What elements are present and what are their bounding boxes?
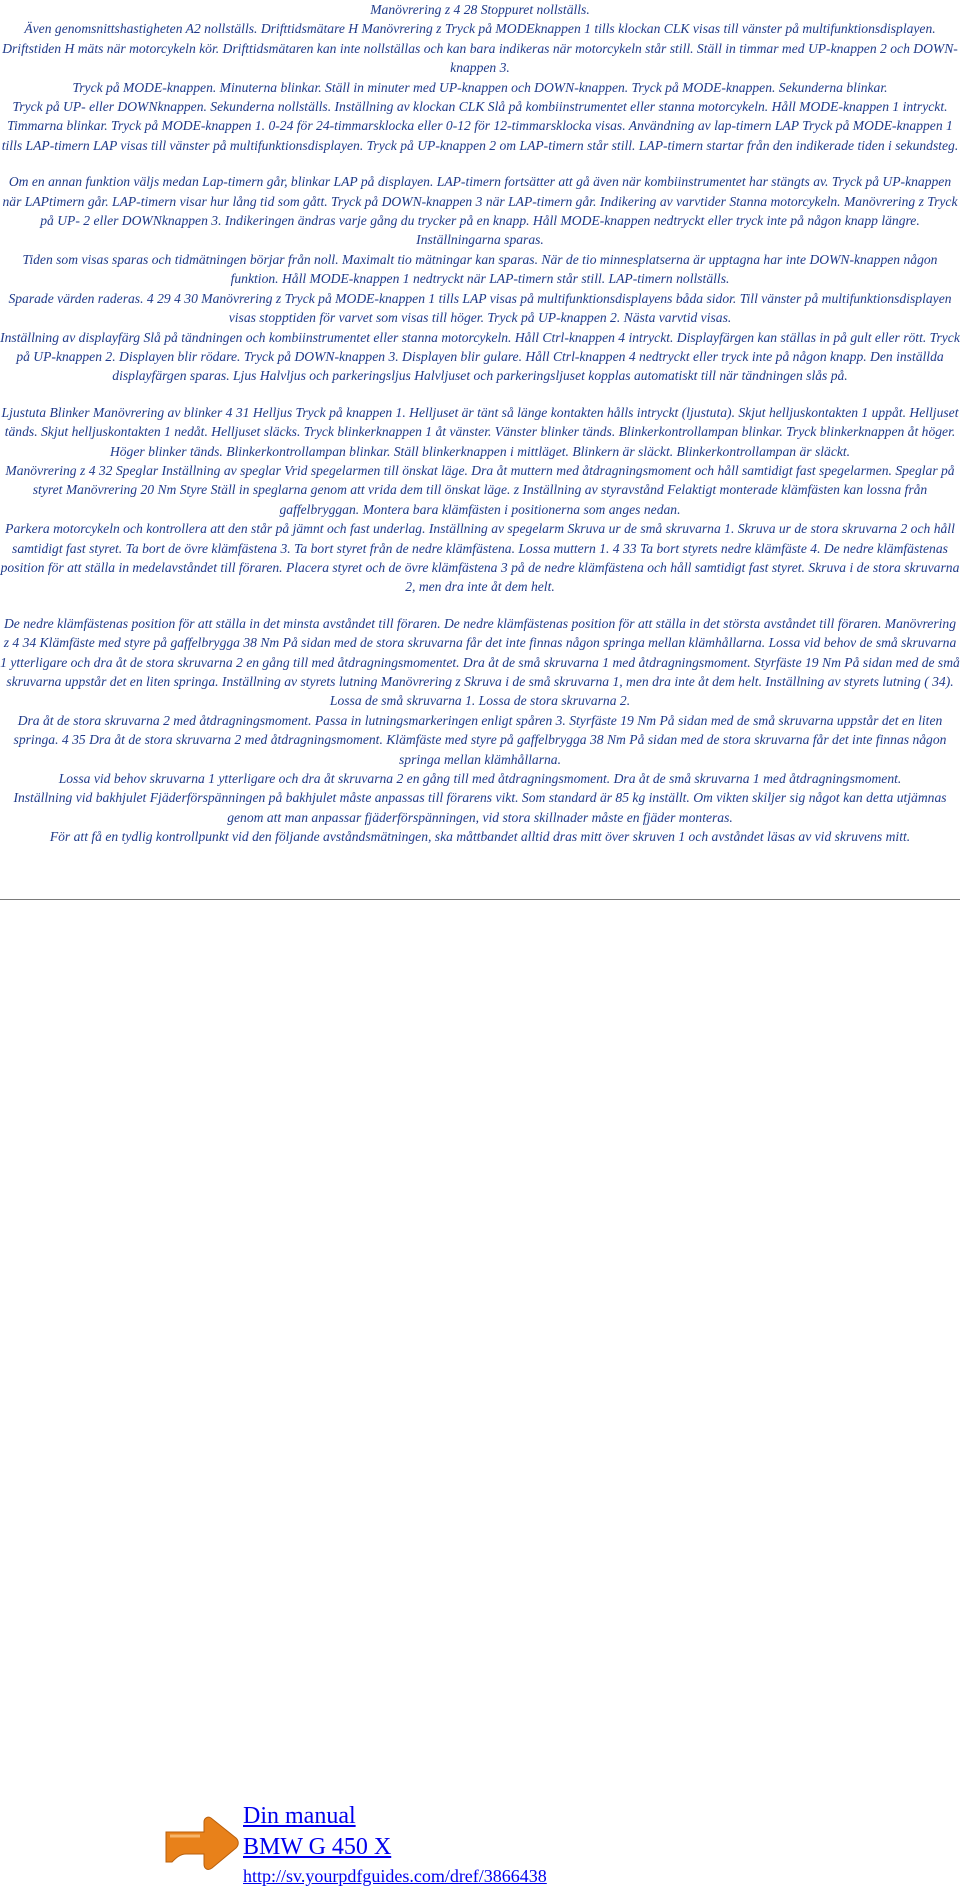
manual-url-link[interactable]: http://sv.yourpdfguides.com/dref/3866438 <box>243 1866 547 1886</box>
manual-model-link[interactable]: BMW G 450 X <box>243 1834 392 1860</box>
pointing-hand-icon <box>160 1812 240 1876</box>
paragraph: Dra åt de stora skruvarna 2 med åtdragningsmoment. Passa in lutningsmarkeringen enligt spåren 3. Styrfäste 19 Nm På sidan med de små skruvarna uppstår det en liten springa. 4 35 Dra åt de stora skruvarna 2 med åtdragningsmoment. Klämfäste med styre på gaffelbrygga 38 Nm På sidan med de stora skruvarna får det inte finnas någon springa mellan klämhållarna. <box>13 712 947 767</box>
paragraph: Tryck på MODE-knappen. Minuterna blinkar. Ställ in minuter med UP-knappen och DOWN-knappen. Tryck på MODE-knappen. Sekunderna blinkar. <box>72 79 888 95</box>
paragraph: Manövrering z 4 28 Stoppuret nollställs. <box>370 2 590 17</box>
paragraph-gap <box>0 155 960 172</box>
paragraph: Manövrering z 4 32 Speglar Inställning av speglar Vrid spegelarmen till önskat läge. Dra åt muttern med åtdragningsmoment och håll samtidigt fast spegelarmen. Speglar på styret Manövrering 20 Nm Styre Ställ in speglarna genom att vrida dem till önskat läge. z Inställning av styravstånd Felaktigt monterade klämfästen kan lossna från gaffelbryggan. Montera bara klämfästen i positionerna som anges nedan. <box>5 462 955 517</box>
document-body <box>0 0 960 905</box>
paragraph: De nedre klämfästenas position för att ställa in det minsta avståndet till föraren. De nedre klämfästenas position för att ställa in det största avståndet till föraren. Manövrering z 4 34 Klämfäste med styre på gaffelbrygga 38 Nm På sidan med de stora skruvarna får det inte finnas någon springa mellan klämhållarna. Lossa vid behov de små skruvarna 1 ytterligare och dra åt de stora skruvarna 2 en gång till med åtdragningsmomentet. Dra åt de små skruvarna 1 med åtdragningsmoment. Styrfäste 19 Nm På sidan med de små skruvarna uppstår det en liten springa. Inställning av styrets lutning Manövrering z Skruva i de små skruvarna 1, men dra inte åt dem helt. Inställning av styrets lutning ( 34). Lossa de små skruvarna 1. Lossa de stora skruvarna 2. <box>0 615 960 709</box>
paragraph: Sparade värden raderas. 4 29 4 30 Manövrering z Tryck på MODE-knappen 1 tills LAP visas på multifunktionsdisplayens båda sidor. Till vänster på multifunktionsdisplayen visas stopptiden för varvet som visas till höger. Tryck på UP-knappen 2. Nästa varvtid visas. <box>8 290 952 326</box>
paragraph: Höger blinker tänds. Blinkerkontrollampan blinkar. Ställ blinkerknappen i mittläget. Blinkern är släckt. Blinkerkontrollampan är släckt. <box>109 443 851 459</box>
paragraph: Tiden som visas sparas och tidmätningen börjar från noll. Maximalt tio mätningar kan sparas. När de tio minnesplatserna är upptagna har inte DOWN-knappen någon funktion. Håll MODE-knappen 1 nedtryckt när LAP-timern står still. LAP-timern nollställs. <box>22 251 938 287</box>
paragraph: Parkera motorcykeln och kontrollera att den står på jämnt och fast underlag. Inställning av spegelarm Skruva ur de små skruvarna 1. Skruva ur de stora skruvarna 2 och håll samtidigt fast styret. Ta bort de övre klämfästena 3. Ta bort styret från de nedre klämfästena. Lossa muttern 1. 4 33 Ta bort styrets nedre klämfäste 4. De nedre klämfästenas position för att ställa in medelavståndet till föraren. Placera styret och de övre klämfästena 3 på de nedre klämfästena och håll samtidigt fast styret. Skruva i de stora skruvarna 2, men dra inte åt dem helt. <box>0 521 960 595</box>
manual-title-link[interactable]: Din manual <box>243 1803 356 1829</box>
paragraph: Ljustuta Blinker Manövrering av blinker 4 31 Helljus Tryck på knappen 1. Helljuset är tänt så länge kontakten hålls intryckt (ljustuta). Skjut helljuskontakten 1 uppåt. Helljuset tänds. Skjut helljuskontakten 1 nedåt. Helljuset släcks. Tryck blinkerknappen 1 åt vänster. Vänster blinker tänds. Blinkerkontrollampan blinkar. Tryck blinkerknappen åt höger. <box>1 404 959 440</box>
paragraph: Tryck på UP- eller DOWNknappen. Sekunderna nollställs. Inställning av klockan CLK Slå på kombiinstrumentet eller stanna motorcykeln. Håll MODE-knappen 1 intryckt. Timmarna blinkar. Tryck på MODE-knappen 1. 0-24 för 24-timmarsklocka eller 0-12 för 12-timmarsklocka visas. Användning av lap-timern LAP Tryck på MODE-knappen 1 tills LAP-timern LAP visas till vänster på multifunktionsdisplayen. Tryck på UP-knappen 2 om LAP-timern står still. LAP-timern startar från den indikerade tiden i sekundsteg. <box>1 99 959 153</box>
paragraph: Även genomsnittshastigheten A2 nollställs. Drifttidsmätare H Manövrering z Tryck på MODEknappen 1 tills klockan CLK visas till vänster på multifunktionsdisplayen. Driftstiden H mäts när motorcykeln kör. Drifttidsmätaren kan inte nollställas och kan bara indikeras när motorcykeln står still. Ställ in timmar med UP-knappen 2 och DOWN-knappen 3. <box>2 21 958 76</box>
footer <box>0 900 960 1886</box>
paragraph-gap <box>0 386 960 403</box>
footer-links <box>243 1801 547 1890</box>
paragraph: Inställning av displayfärg Slå på tändningen och kombiinstrumentet eller stanna motorcykeln. Håll Ctrl-knappen 4 intryckt. Displayfärgen kan ställas in på gult eller rött. Tryck på UP-knappen 2. Displayen blir rödare. Tryck på DOWN-knappen 3. Displayen blir gulare. Håll Ctrl-knappen 4 nedtryckt eller tryck inte på någon knapp. Den inställda displayfärgen sparas. Ljus Halvljus och parkeringsljus Halvljuset och parkeringsljuset kopplas automatiskt till när tändningen slås på. <box>0 329 960 384</box>
paragraph: Om en annan funktion väljs medan Lap-timern går, blinkar LAP på displayen. LAP-timern fortsätter att gå även när kombiinstrumentet har stängts av. Tryck på UP-knappen när LAPtimern går. LAP-timern visar hur lång tid som gått. Tryck på DOWN-knappen 3 när LAP-timern går. Indikering av varvtider Stanna motorcykeln. Manövrering z Tryck på UP- 2 eller DOWNknappen 3. Indikeringen ändras varje gång du trycker på en knapp. Håll MODE-knappen nedtryckt eller tryck inte på någon knapp längre. Inställningarna sparas. <box>2 174 958 248</box>
paragraph-gap <box>0 597 960 614</box>
paragraph: Lossa vid behov skruvarna 1 ytterligare och dra åt skruvarna 2 en gång till med åtdragningsmoment. Dra åt de små skruvarna 1 med åtdragningsmoment. <box>58 771 902 787</box>
paragraph: Inställning vid bakhjulet Fjäderförspänningen på bakhjulet måste anpassas till förarens vikt. Som standard är 85 kg inställt. Om vikten skiljer sig något kan detta utjämnas genom att man anpassar fjäderförspänningen, vid stora skillnader måste en fjäder monteras. <box>13 790 947 825</box>
paragraph: För att få en tydlig kontrollpunkt vid den följande avståndsmätningen, ska måttbandet alltid dras mitt över skruven 1 och avståndet läsas av vid skruvens mitt. <box>49 829 911 845</box>
